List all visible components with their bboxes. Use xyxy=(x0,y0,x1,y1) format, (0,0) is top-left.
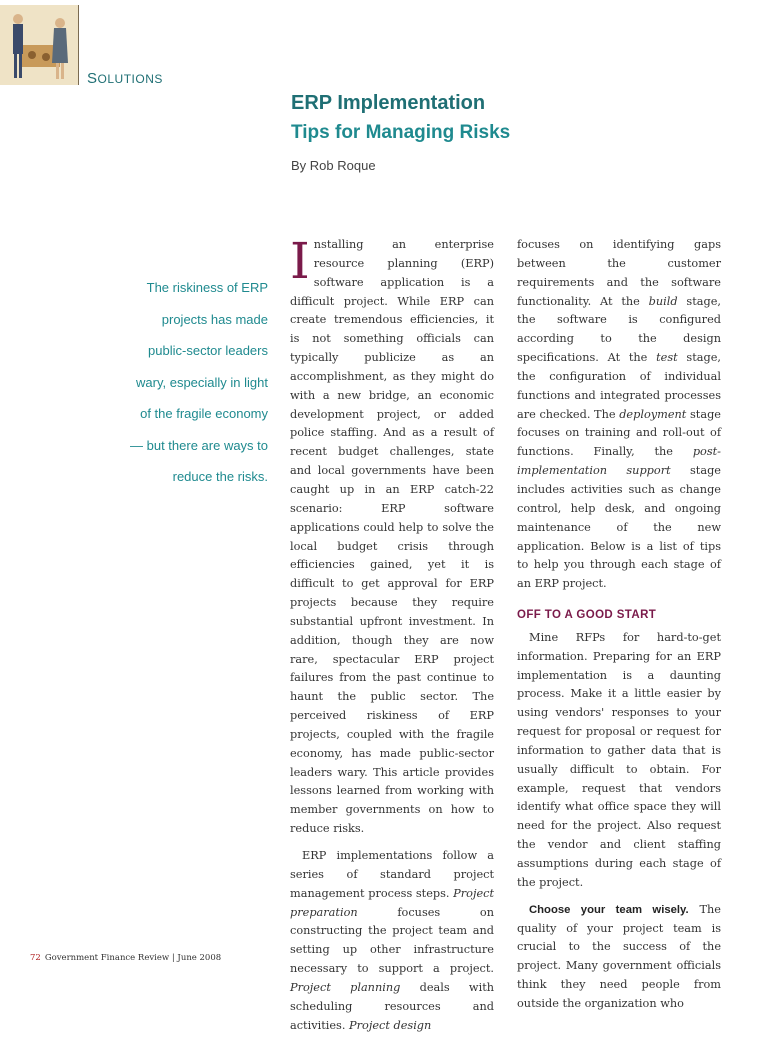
text-span: stage focuses on training and roll-out of functions. Finally, the xyxy=(517,407,721,459)
header-illustration xyxy=(0,5,79,85)
publication-info: Government Finance Review | June 2008 xyxy=(44,953,222,963)
text-span: stage, the software is configured according to the design specifications. At the xyxy=(517,294,721,365)
page-number: 72 xyxy=(30,953,41,963)
text-span: deals with scheduling resources and activities. xyxy=(290,980,495,1032)
term-test: test xyxy=(656,351,678,365)
paragraph-process-steps xyxy=(290,847,494,1035)
section-label-rest: OLUTIONS xyxy=(97,72,163,86)
subhead-off-to-a-good-start: OFF TO A GOOD START xyxy=(517,609,657,622)
paragraph-choose-team xyxy=(517,901,721,1014)
paragraph-mine-rfps: Mine RFPs for hard-to-get information. Preparing for an ERP implementation is a daunting process. Make it a little easier by using vendors' responses to your request for proposal or request for information to gather data that is usually difficult to obtain. For example, request that vendors identify what office space they will need for the project. Also request the vendor and client staffing assumptions during each stage of the project. xyxy=(517,630,721,889)
article-title: ERP Implementation xyxy=(291,92,486,114)
intro-text: nstalling an enterprise resource planning (ERP) software application is a difficult project. While ERP can create tremendous efficiencies, it is not something officials can typically publicize as an accomplishment, as they might do with a new bridge, an economic development project, or added police staffing. And as a result of recent budget challenges, state and local governments have been caught up in an ERP catch-22 scenario: ERP software applications could help to solve the local budget crisis through efficiencies gained, yet it is difficult to get approval for ERP projects because they require substantial upfront investment. In addition, though they are now rare, spectacular ERP project failures from the past continue to haunt the public sector. The perceived riskiness of ERP projects, coupled with the fragile economy, has made public-sector leaders wary. This article provides lessons learned from working with member governments on how to reduce risks. xyxy=(290,238,494,836)
section-label-cap: S xyxy=(87,70,98,87)
page-footer xyxy=(30,953,221,963)
article-subtitle: Tips for Managing Risks xyxy=(291,122,511,143)
term-post-implementation-support: post-implementation support xyxy=(517,445,721,478)
pull-quote: The riskiness of ERP projects has made public-sector leaders wary, especially in light of the fragile economy — but there are ways to reduce the risks. xyxy=(130,280,269,484)
text-span: ERP implementations follow a series of standard project management process steps. xyxy=(290,849,494,900)
text-span: stage includes activities such as change control, help desk, and ongoing maintenance of the new application. Below is a list of tips to help you through each stage of an ERP project. xyxy=(517,464,721,591)
section-label xyxy=(87,70,163,87)
text-span: focuses on constructing the project team and setting up other infrastructure necessary to support a project. xyxy=(290,905,494,976)
term-project-planning: Project planning xyxy=(290,980,401,994)
people-at-puzzle-illustration xyxy=(0,5,78,85)
runin-heading: Choose your team wisely. xyxy=(529,903,689,916)
term-deployment: deployment xyxy=(619,407,687,421)
byline: By Rob Roque xyxy=(291,158,376,173)
article-column-2 xyxy=(517,236,721,1022)
paragraph-intro xyxy=(290,232,494,839)
article-column-1 xyxy=(290,232,495,1043)
text-span: The quality of your project team is crucial to the success of the project. Many government officials think they need people from outside the organization who xyxy=(517,902,721,1010)
term-project-design: Project design xyxy=(349,1018,432,1032)
term-project-preparation: Project preparation xyxy=(290,886,494,919)
drop-cap: I xyxy=(290,232,310,290)
paragraph-process-steps-continued xyxy=(517,236,721,594)
text-span: focuses on identifying gaps between the customer requirements and the software functionality. At the xyxy=(517,238,721,308)
term-build: build xyxy=(648,294,678,308)
text-span: stage, the configuration of individual functions and integrated processes are checked. The xyxy=(517,351,721,421)
